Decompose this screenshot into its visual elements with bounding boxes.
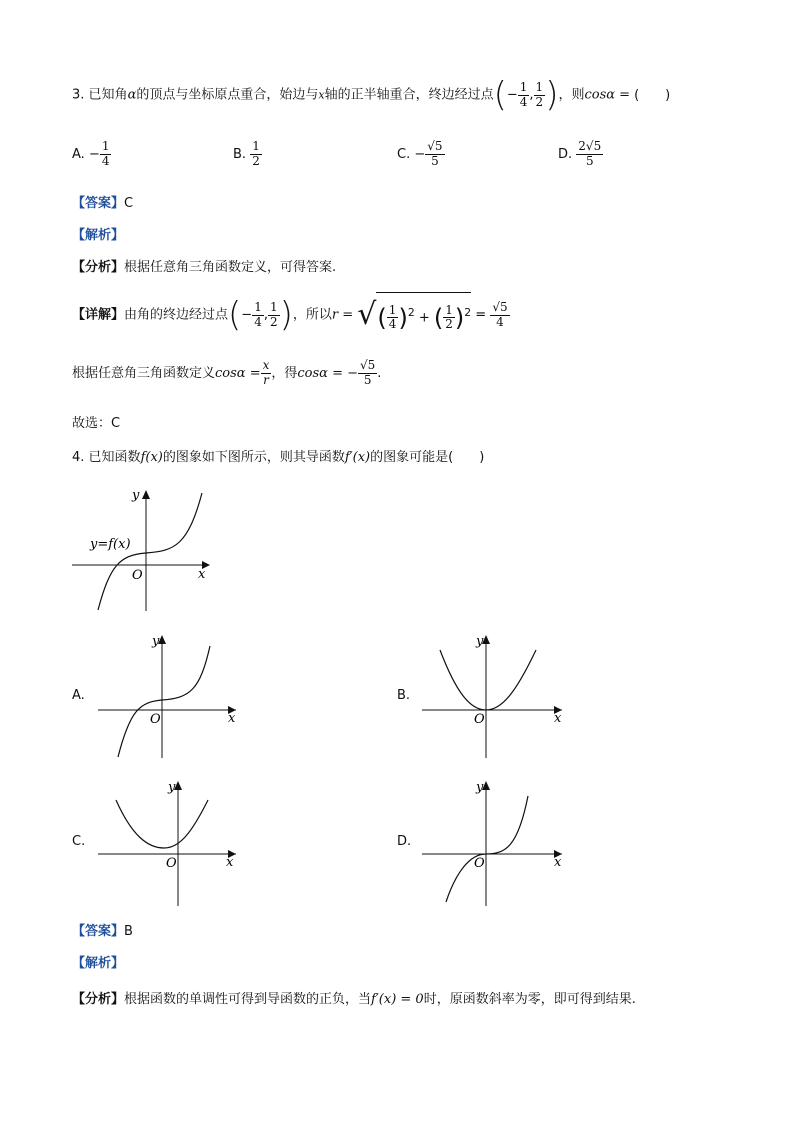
axis-x-label: x xyxy=(198,567,206,582)
svg-text:O: O xyxy=(474,712,485,727)
q3-stem: 3. 已知角α的顶点与坐标原点重合，始边与x轴的正半轴重合，终边经过点(− $\frac{1}{4}$ , $\frac{1}{2}$ )，则cosα = ( ) xyxy=(72,75,671,115)
sqrt-expression: √( $\frac{1}{4}$ )$^2$ + ( $\frac{1}{2}$ )$^2$ xyxy=(357,292,471,338)
option-b-graph xyxy=(420,632,570,760)
q4-stem: 4. 已知函数f(x)的图象如下图所示，则其导函数f′(x)的图象可能是( ) xyxy=(72,450,485,465)
origin-label: O xyxy=(132,568,143,583)
svg-text:O: O xyxy=(150,712,161,727)
axis-y-label: y xyxy=(132,488,140,503)
option-c-graph xyxy=(96,778,246,908)
main-graph xyxy=(70,485,220,615)
q3-stem-text-c: 轴的正半轴重合，终边经过点 xyxy=(324,87,494,103)
q3-option-c: C. − $\frac{√5}{5}$ xyxy=(397,139,443,168)
q3-line2: 根据任意角三角函数定义cosα = $\frac{x}{r}$ ，得cosα = − $\frac{√5}{5}$ . xyxy=(72,358,382,387)
q3-option-a: A. − $\frac{1}{4}$ xyxy=(72,139,110,168)
q4-fenxi: 【分析】根据函数的单调性可得到导函数的正负，当f′(x) = 0时，原函数斜率为零，即可得到结果. xyxy=(72,992,636,1007)
x-symbol: x xyxy=(318,88,325,102)
result-fraction: $\frac{√5}{4}$ xyxy=(492,299,508,329)
svg-text:O: O xyxy=(166,856,177,871)
q4-analysis-tag: 【解析】 xyxy=(72,956,125,971)
function-label: y=f(x) xyxy=(90,537,131,552)
svg-text:x: x xyxy=(554,855,562,870)
point-y-fraction: $\frac{1}{2}$ xyxy=(535,79,544,109)
point-x-fraction: $\frac{1}{4}$ xyxy=(519,79,528,109)
r-equals: r = xyxy=(331,307,354,323)
cos-alpha-expr: cosα = xyxy=(584,87,631,103)
q3-option-b: B. $\frac{1}{2}$ xyxy=(233,139,260,168)
q4-option-d-label: D. xyxy=(397,834,412,849)
q4-option-b-label: B. xyxy=(397,688,411,703)
left-paren: ( xyxy=(493,75,507,115)
svg-text:x: x xyxy=(228,711,236,726)
q3-stem-text-b: 的顶点与坐标原点重合，始边与 xyxy=(136,87,319,103)
q3-detail: 【详解】由角的终边经过点(− $\frac{1}{4}$ , $\frac{1}{2}$ )，所以r = √( $\frac{1}{4}$ )$^2$ + ( $\frac{1}{2}$ )$^2$ = $\frac{√5}{4}$ xyxy=(72,292,510,338)
alpha-symbol: α xyxy=(127,87,137,103)
svg-text:O: O xyxy=(474,856,485,871)
q3-choose: 故选：C xyxy=(72,416,121,431)
option-a-graph xyxy=(96,632,246,760)
q3-option-d: D. $\frac{2√5}{5}$ xyxy=(558,139,602,168)
svg-text:y: y xyxy=(168,780,176,795)
q3-number: 3. xyxy=(72,87,85,103)
answer-blank: ( ) xyxy=(634,87,671,103)
q3-stem-text-d: ，则 xyxy=(558,87,585,103)
q3-answer: 【答案】C xyxy=(72,196,134,211)
option-d-graph xyxy=(420,778,570,908)
q4-option-a-label: A. xyxy=(72,688,85,703)
svg-text:y: y xyxy=(152,634,160,649)
q4-option-c-label: C. xyxy=(72,834,86,849)
svg-text:x: x xyxy=(554,711,562,726)
q3-analysis-tag: 【解析】 xyxy=(72,228,125,243)
svg-text:y: y xyxy=(476,634,484,649)
q3-fenxi: 【分析】根据任意角三角函数定义，可得答案. xyxy=(72,260,337,275)
svg-text:y: y xyxy=(476,780,484,795)
right-paren: ) xyxy=(545,75,559,115)
svg-text:x: x xyxy=(226,855,234,870)
q4-answer: 【答案】B xyxy=(72,924,133,939)
q3-stem-text-a: 已知角 xyxy=(88,87,128,103)
point-x-sign: − xyxy=(506,87,518,103)
